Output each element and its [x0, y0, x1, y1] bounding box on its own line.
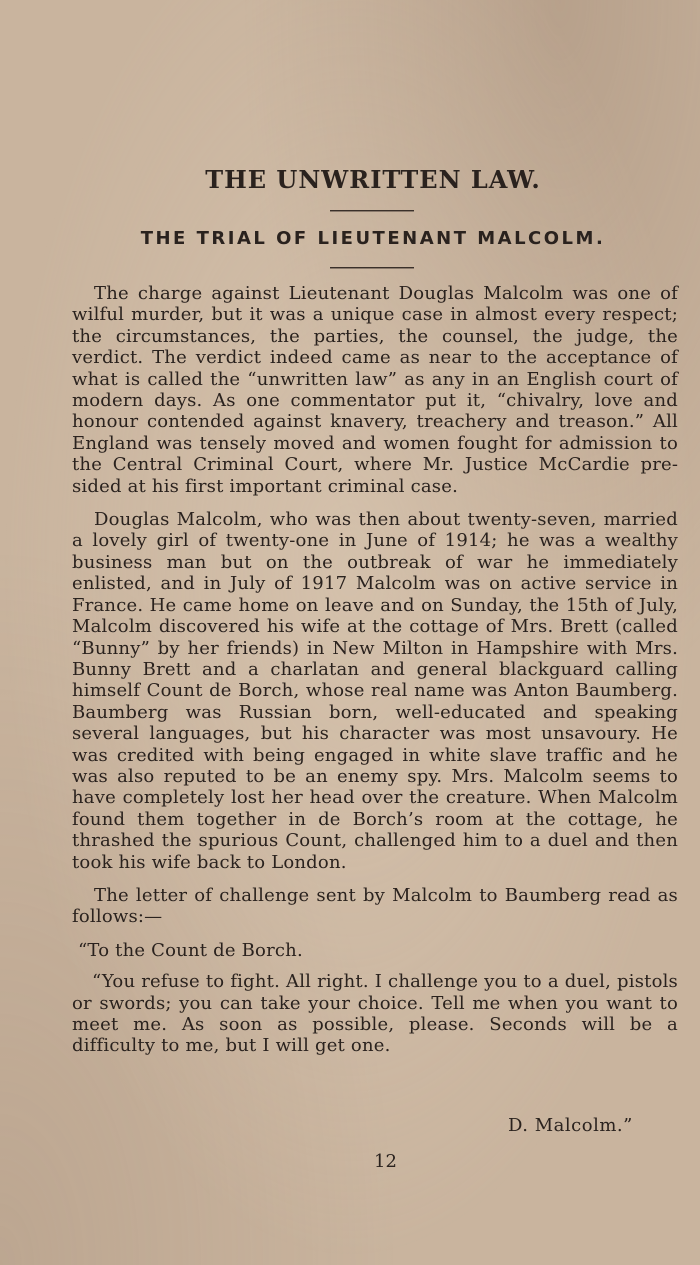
paragraph-charge: The charge against Lieutenant Douglas Malcolm was one of wilful murder, but it was a unique case in almost every respect; the circumstances, the parties, the counsel, the judge, the verdict. The verdict indeed came as near to the acceptance of what is called the “unwritten law” as any in an English court of modern days. As one commentator put it, “chivalry, love and honour contended against knavery, treachery and treason.” All England was tensely moved and women fought for admission to the Central Criminal Court, where Mr. Justice McCardie presided at his first important criminal case.: [72, 283, 678, 497]
subtitle-rule: [330, 267, 414, 269]
letter-signature: D. Malcolm.”: [508, 1115, 633, 1136]
paragraph-letter-intro: The letter of challenge sent by Malcolm to Baumberg read as follows:—: [72, 884, 678, 928]
title-rule: [330, 210, 414, 212]
letter-salutation: “To the Count de Borch.: [78, 939, 303, 961]
paragraph-background: Douglas Malcolm, who was then about twenty-seven, married a lovely girl of twenty-one in June of 1914; he was a wealthy business man but on the outbreak of war he immediately enlisted, and in July of 1917 Malcolm was on active service in France. He came home on leave and on Sunday, the 15th of July, Malcolm discovered his wife at the cottage of Mrs. Brett (called “Bunny” by her friends) in New Milton in Hampshire with Mrs. Bunny Brett and a charlatan and general blackguard calling himself Count de Borch, whose real name was Anton Baumberg. Baumberg was Russian born, well-educated and speaking several languages, but his character was most unsavoury. He was credited with being engaged in white slave traffic and he was also reputed to be an enemy spy. Mrs. Malcolm seems to have completely lost her head over the creature. When Malcolm found them together in de Borch’s room at the cottage, he thrashed the spurious Count, challenged him to a duel and then took his wife back to London.: [72, 509, 678, 873]
letter-text: “You refuse to fight. All right. I challenge you to a duel, pistols or swords; you can take your choice. Tell me when you want to meet me. As soon as possible, please. Seconds will be a difficulty to me, but I will get one.: [72, 971, 678, 1057]
body-text: [72, 283, 678, 1061]
page-number: 12: [374, 1151, 397, 1172]
chapter-subtitle: THE TRIAL OF LIEUTENANT MALCOLM.: [140, 228, 606, 249]
chapter-title: THE UNWRITTEN LAW.: [205, 165, 541, 194]
